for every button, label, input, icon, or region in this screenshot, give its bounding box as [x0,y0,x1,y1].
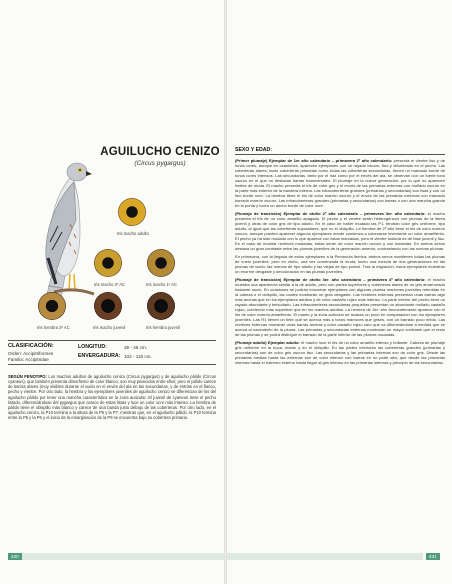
paragraph-lead: (Primer plumaje) Ejemplar de 1er año calendario – primavera 2º año calendario: [235,158,393,163]
eye-iris-hembra-juvenil [147,292,175,320]
paragraph [235,254,445,274]
paragraph [235,277,445,338]
left-page [0,0,224,584]
scientific-name: (Circus pygargus) [134,160,186,167]
paragraph-body: presenta el vientre liso y de tonos ocres, aunque en ocasiones, aparecen ejemplares con un rayado oscuro, fino y difuminado en el pecho. Las coberteras alares, tanto coberteras primarias como todas las coberteras secundarias, tienen un marcado borde de tonos ocres intensos. Las secundarias, tanto por el haz como por el envés del ala, se observan con un fuerte tono oscuro en el que no destacan barras transversales. El plumaje en la nueva generación, por lo que no aparecen límites de muda. El macho presenta el iris de color gris y el envés de las primarias externas con mollado oscuro en la parte más exterior de la bandera interna. Las infracoberteras grandes (primarias y secundarias) son lisas y con un fino borde ocre. La hembra tiene el iris de color marrón oscuro y el envés de las primarias externas con marcado barrado marrón oscuro. Las infracoberteras grandes (primarias y secundarias) con barras o con una mancha grande en la punta y lucen un ancho borde de color ocre. [235,158,445,209]
wingspan-label: ENVERGADURA: [78,353,121,359]
eye-iris-macho-1ac [147,249,175,277]
divider [8,340,216,341]
page-number-left: 430 [8,553,22,560]
eye-label: Iris hembra 3º AC [37,325,70,330]
sex-age-heading: SEXO Y EDAD: [235,147,272,153]
phenotype-body: Los machos adultos de aguilucho cenizo (Circus pygargus) y de aguilucho pálido (Circus cyaneus), que también presenta dimorfismo de color blanco, son muy parecidos entre ellos; pero el pálido carece de barras alares (muy visibles durante el vuelo en el envés del ala en las secundarias, y de estrías en el flanco, pecho y vientre. Por otro lado, la hembra y los ejemplares juveniles de aguilucho cenizo se diferencian de los del aguilucho pálido por tener una mancha característica en la zona auricular. El juvenil de cyaneus tiene el pecho listado, diferenciándose del pygargus que carece de estas listas y luce un color ocre más intenso. La hembra de pálido tiene el obispillo más blanco y carece de una banda justo debajo de las coberteras. Por otro lado, en el aguilucho cenizo, la P10 termina a la altura de la P6 y la P7, mientras que, en el aguilucho pálido, la P10 termina entre la P5 y la P6 y el inicio de la emarginación de la P9 se encuentra bajo su cobertera primaria. [8,374,216,421]
paragraph-body: En primavera, con la llegada de estos ejemplares a la Península Ibérica, ambos sexos mantienen todas las plumas de vuelo juveniles, pero en otoño, una vez comenzada la muda, lucen una mezcla de dos generaciones en las plumas de vuelo: las nuevas de tipo adulto y las viejas de tipo juvenil. Tras la migración, estos ejemplares muestran un enorme desgaste y decoloración en las plumas juveniles. [235,254,445,275]
length-label: LONGITUD: [78,344,107,350]
paragraph [235,211,445,251]
eye-iris-hembra-3ac [38,292,66,320]
paragraph [235,158,445,208]
eye-label: Iris macho juvenil [93,325,126,330]
footer-bar [20,553,224,560]
footer-bar [227,553,423,560]
eye-iris-macho-adulto [118,198,146,226]
phenotype-heading: SEGÚN FENOTIPO: [8,374,47,379]
paragraph-body: el macho muestra una apariencia similar a la de adulto, pero con partes superiores y coberteras alares de un gris amarronado bastante sucio. En ocasiones se podrán encontrar ejemplares con algunas plumas marrones juveniles retenidas en la cabeza o el obispillo, las cuales mostrarán un gran desgaste. Las rectrices externas presentan unas barras algo más anchas que en los ejemplares adultos y de color castaño rojizo más intenso. La parte inferior del pecho tiene un rayado abundante y beisodado. Las infracoberteras secundarias pequeñas presentan un abundante mollado castaño rojizo, cubriendo más superficie que en los machos adultos. La hembra de 3er. año frecuentemente aparece con el iris de color marrón-amarillento. El manto y la zona auricular se aclaran un poco en comparación con los ejemplares juveniles. Las R1 tienen un tinte que se acerca más a tonos marrones que grises, con un barrado poco nítido. Las rectrices externas muestran unas barras anchas y color castaño rojizo caro que va difuminándose a medida que se acerca al nacimiento de la pluma. Las primarias y secundarias externas mostrarán un mayor contraste que el resto de las plumas y se podrá distinguir el barrado de la parte inferior de las plumas mudadas. [235,276,446,338]
eye-label: Iris macho 2º AC [94,282,126,287]
family-text: Familia: Accipitridae [8,357,49,362]
eye-iris-macho-juvenil [94,292,122,320]
paragraph-body: el macho presenta el iris de un color amarillo apagado. El pecho y el vientre serán heterogéneos con plumas de la librea juvenil y otras de color gris de tipo adulto. En el caso de haber mudado las P1, tendrán color gris uniforme, tipo adulto, al igual que las coberteras supraalares, que no el obispillo. La hembra de 2º año tiene el iris de color marrón oscuro, aunque pueden aparecer algunos ejemplares donde comienza a colorearse levemente un color amarillento. El pecho ya ha sido mudado con lo que aparece con listas marcadas, pero el vientre todavía es de fase juvenil y liso. En el caso de mostrar rectrices mudadas, éstas serán de color marrón oscuro y con barradas. En ambos sexos destaca un gran contraste entre las plumas juveniles de la generación anterior, contrastando con las nuevas plumas. [235,211,446,252]
bird-illustration [14,146,104,316]
phenotype-text [8,374,216,420]
eye-label: Iris macho adulto [117,231,149,236]
page-number-right: 431 [426,553,440,560]
paragraph-body: el macho luce el iris de un color amarillo intenso y brillante. Cabeza de plumaje gris uniforme en la nuca, manto y en el obispillo. En las partes inferiores las coberteras grandes (primarias y secundarias) son de color gris oscuro liso. Las secundarias y las primarias internas son de color gris. Desde las primarias medias hasta las externas son de color intenso con barras en su parte alta, que desde las primarias internas hasta el extremo externo hasta llegar al gris intenso en las primarias internas y principio de las secundarias. [235,339,446,366]
length-value: 39 - 46 cm. [124,345,147,350]
order-text: Orden: Accipitriformes [8,351,54,356]
divider [235,154,445,155]
paragraph [235,340,445,365]
wingspan-value: 102 - 116 cm. [124,354,152,359]
eye-label: Iris hembra juvenil [146,325,180,330]
right-page [227,0,452,584]
species-title: AGUILUCHO CENIZO [100,146,220,158]
eye-label: Iris macho 1º AC [146,282,178,287]
paragraph-lead: (Plumaje adulto) Ejemplar adulto: [235,339,300,345]
classification-label: CLASIFICACIÓN: [8,343,54,349]
sex-age-text [235,158,445,368]
paragraph-lead: (Plumaje de transición) Ejemplar de otoño 2º año calendario – primavera 3er. año calendario: [235,211,426,217]
eye-iris-macho-2ac [94,249,122,277]
paragraph-lead: (Plumaje de transición) Ejemplar de otoño 3er. año calendario – primavera 4º año calendario: [235,276,426,282]
divider [8,364,216,365]
